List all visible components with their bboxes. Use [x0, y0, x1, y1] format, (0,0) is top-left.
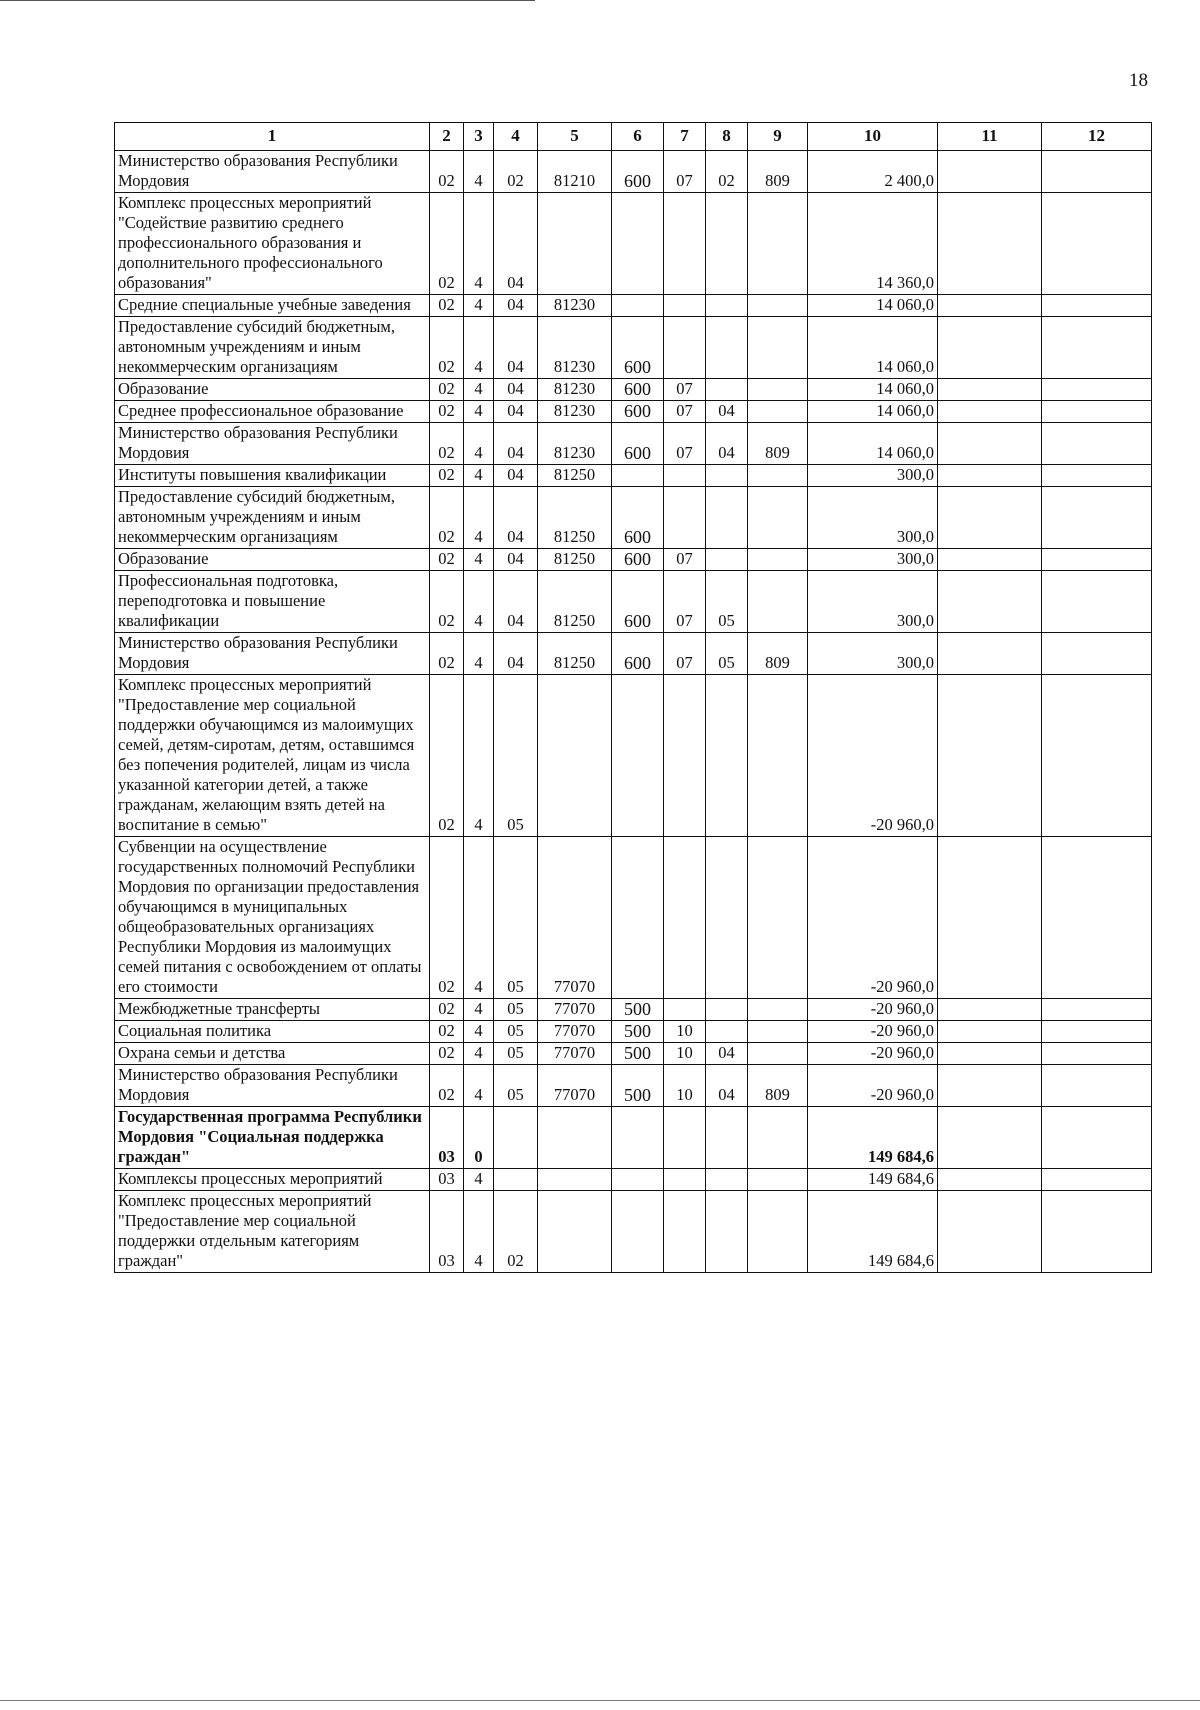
code-cell-c2: 02	[430, 151, 464, 193]
code-cell-c3: 4	[464, 675, 494, 837]
code-cell-c9	[748, 1169, 808, 1191]
code-cell-c12	[1042, 549, 1152, 571]
code-cell-c7	[664, 837, 706, 999]
code-cell-c6	[612, 465, 664, 487]
code-cell-c2: 02	[430, 193, 464, 295]
row-name-cell: Министерство образования Республики Мордовия	[115, 151, 430, 193]
code-cell-c11	[938, 487, 1042, 549]
code-cell-c3: 4	[464, 633, 494, 675]
code-cell-c3: 4	[464, 837, 494, 999]
code-cell-c7	[664, 193, 706, 295]
header-cell: 5	[538, 123, 612, 151]
code-cell-c6: 600	[612, 401, 664, 423]
code-cell-c8	[706, 837, 748, 999]
code-cell-c9	[748, 549, 808, 571]
code-cell-c12	[1042, 465, 1152, 487]
code-cell-c8	[706, 317, 748, 379]
code-cell-c12	[1042, 1191, 1152, 1273]
table-row	[115, 1107, 1152, 1169]
code-cell-c5: 77070	[538, 999, 612, 1021]
header-cell: 8	[706, 123, 748, 151]
code-cell-c5: 81250	[538, 465, 612, 487]
code-cell-c7	[664, 1169, 706, 1191]
row-name-cell: Комплекс процессных мероприятий "Содействие развитию среднего профессионального образования и дополнительного профессионального образования"	[115, 193, 430, 295]
table-row	[115, 999, 1152, 1021]
code-cell-c3: 4	[464, 1065, 494, 1107]
code-cell-c6	[612, 1169, 664, 1191]
amount-cell: -20 960,0	[808, 1065, 938, 1107]
header-cell: 10	[808, 123, 938, 151]
code-cell-c4: 02	[494, 1191, 538, 1273]
amount-cell: -20 960,0	[808, 1043, 938, 1065]
code-cell-c7: 07	[664, 633, 706, 675]
header-cell: 11	[938, 123, 1042, 151]
code-cell-c4: 05	[494, 675, 538, 837]
amount-cell: 149 684,6	[808, 1169, 938, 1191]
code-cell-c6: 600	[612, 487, 664, 549]
code-cell-c4: 04	[494, 549, 538, 571]
row-name-cell: Комплексы процессных мероприятий	[115, 1169, 430, 1191]
code-cell-c6: 500	[612, 1021, 664, 1043]
amount-cell: -20 960,0	[808, 837, 938, 999]
table-row	[115, 423, 1152, 465]
header-cell: 4	[494, 123, 538, 151]
code-cell-c5: 81210	[538, 151, 612, 193]
row-name-cell: Субвенции на осуществление государственных полномочий Республики Мордовия по организации предоставления обучающимся в муниципальных общеобразовательных организациях Республики Мордовия из малоимущих семей питания с освобождением от оплаты его стоимости	[115, 837, 430, 999]
code-cell-c2: 02	[430, 999, 464, 1021]
code-cell-c4: 04	[494, 465, 538, 487]
code-cell-c11	[938, 379, 1042, 401]
code-cell-c7: 07	[664, 151, 706, 193]
code-cell-c5: 81250	[538, 549, 612, 571]
code-cell-c6	[612, 837, 664, 999]
code-cell-c9	[748, 1191, 808, 1273]
code-cell-c8: 04	[706, 1065, 748, 1107]
code-cell-c3: 0	[464, 1107, 494, 1169]
code-cell-c9	[748, 571, 808, 633]
code-cell-c7: 07	[664, 571, 706, 633]
code-cell-c11	[938, 465, 1042, 487]
amount-cell: 149 684,6	[808, 1107, 938, 1169]
code-cell-c2: 02	[430, 837, 464, 999]
code-cell-c9	[748, 1107, 808, 1169]
row-name-cell: Среднее профессиональное образование	[115, 401, 430, 423]
row-name-cell: Комплекс процессных мероприятий "Предоставление мер социальной поддержки отдельным категориям граждан"	[115, 1191, 430, 1273]
code-cell-c7	[664, 465, 706, 487]
code-cell-c11	[938, 317, 1042, 379]
code-cell-c5	[538, 1107, 612, 1169]
code-cell-c3: 4	[464, 1191, 494, 1273]
code-cell-c9	[748, 675, 808, 837]
code-cell-c12	[1042, 193, 1152, 295]
code-cell-c9	[748, 1043, 808, 1065]
code-cell-c6: 600	[612, 633, 664, 675]
row-name-cell: Министерство образования Республики Мордовия	[115, 633, 430, 675]
code-cell-c7: 07	[664, 401, 706, 423]
code-cell-c8: 02	[706, 151, 748, 193]
code-cell-c8: 04	[706, 423, 748, 465]
code-cell-c7: 07	[664, 423, 706, 465]
code-cell-c7: 07	[664, 549, 706, 571]
code-cell-c5: 77070	[538, 837, 612, 999]
row-name-cell: Профессиональная подготовка, переподготовка и повышение квалификации	[115, 571, 430, 633]
code-cell-c12	[1042, 1169, 1152, 1191]
code-cell-c3: 4	[464, 549, 494, 571]
code-cell-c6: 500	[612, 1043, 664, 1065]
code-cell-c11	[938, 633, 1042, 675]
code-cell-c4: 05	[494, 999, 538, 1021]
code-cell-c2: 03	[430, 1191, 464, 1273]
code-cell-c8	[706, 549, 748, 571]
code-cell-c4: 05	[494, 837, 538, 999]
code-cell-c3: 4	[464, 465, 494, 487]
code-cell-c12	[1042, 317, 1152, 379]
code-cell-c9	[748, 401, 808, 423]
code-cell-c8	[706, 295, 748, 317]
code-cell-c9	[748, 193, 808, 295]
code-cell-c6	[612, 193, 664, 295]
table-row	[115, 401, 1152, 423]
code-cell-c11	[938, 1169, 1042, 1191]
code-cell-c2: 02	[430, 571, 464, 633]
code-cell-c6	[612, 1107, 664, 1169]
row-name-cell: Предоставление субсидий бюджетным, автономным учреждениям и иным некоммерческим организациям	[115, 317, 430, 379]
code-cell-c7	[664, 999, 706, 1021]
code-cell-c9	[748, 837, 808, 999]
amount-cell: 300,0	[808, 487, 938, 549]
code-cell-c12	[1042, 401, 1152, 423]
header-cell: 12	[1042, 123, 1152, 151]
amount-cell: 300,0	[808, 571, 938, 633]
budget-table	[114, 122, 1152, 1273]
code-cell-c12	[1042, 1021, 1152, 1043]
table-row	[115, 571, 1152, 633]
code-cell-c12	[1042, 571, 1152, 633]
code-cell-c4: 04	[494, 571, 538, 633]
code-cell-c7: 10	[664, 1021, 706, 1043]
top-rule	[0, 0, 535, 1]
row-name-cell: Образование	[115, 549, 430, 571]
amount-cell: 300,0	[808, 549, 938, 571]
code-cell-c9	[748, 379, 808, 401]
amount-cell: 2 400,0	[808, 151, 938, 193]
amount-cell: -20 960,0	[808, 675, 938, 837]
code-cell-c2: 02	[430, 1065, 464, 1107]
code-cell-c9	[748, 465, 808, 487]
code-cell-c11	[938, 423, 1042, 465]
code-cell-c11	[938, 1021, 1042, 1043]
code-cell-c12	[1042, 151, 1152, 193]
code-cell-c5: 81230	[538, 401, 612, 423]
header-cell: 9	[748, 123, 808, 151]
code-cell-c2: 02	[430, 549, 464, 571]
code-cell-c8: 04	[706, 401, 748, 423]
code-cell-c2: 02	[430, 295, 464, 317]
code-cell-c5: 81230	[538, 295, 612, 317]
code-cell-c4: 04	[494, 295, 538, 317]
table-row	[115, 1065, 1152, 1107]
table-row	[115, 1169, 1152, 1191]
code-cell-c11	[938, 675, 1042, 837]
code-cell-c11	[938, 571, 1042, 633]
code-cell-c4: 05	[494, 1021, 538, 1043]
code-cell-c7	[664, 487, 706, 549]
row-name-cell: Охрана семьи и детства	[115, 1043, 430, 1065]
row-name-cell: Образование	[115, 379, 430, 401]
code-cell-c12	[1042, 1043, 1152, 1065]
code-cell-c4: 04	[494, 423, 538, 465]
header-cell: 6	[612, 123, 664, 151]
table-row	[115, 1043, 1152, 1065]
code-cell-c12	[1042, 487, 1152, 549]
code-cell-c8	[706, 999, 748, 1021]
code-cell-c6: 600	[612, 549, 664, 571]
code-cell-c4: 04	[494, 633, 538, 675]
code-cell-c8	[706, 193, 748, 295]
code-cell-c9	[748, 317, 808, 379]
code-cell-c8	[706, 1191, 748, 1273]
row-name-cell: Комплекс процессных мероприятий "Предоставление мер социальной поддержки обучающимся из малоимущих семей, детям-сиротам, детям, оставшимся без попечения родителей, лицам из числа указанной категории детей, а также гражданам, желающим взять детей на воспитание в семью"	[115, 675, 430, 837]
code-cell-c2: 02	[430, 633, 464, 675]
code-cell-c3: 4	[464, 295, 494, 317]
row-name-cell: Социальная политика	[115, 1021, 430, 1043]
code-cell-c9: 809	[748, 1065, 808, 1107]
code-cell-c9	[748, 999, 808, 1021]
code-cell-c4: 05	[494, 1043, 538, 1065]
code-cell-c4: 02	[494, 151, 538, 193]
code-cell-c5: 81250	[538, 487, 612, 549]
row-name-cell: Государственная программа Республики Мордовия "Социальная поддержка граждан"	[115, 1107, 430, 1169]
row-name-cell: Межбюджетные трансферты	[115, 999, 430, 1021]
code-cell-c6: 600	[612, 571, 664, 633]
table-body	[115, 151, 1152, 1273]
header-cell: 1	[115, 123, 430, 151]
code-cell-c2: 02	[430, 675, 464, 837]
code-cell-c9	[748, 1021, 808, 1043]
code-cell-c3: 4	[464, 1043, 494, 1065]
code-cell-c8: 05	[706, 571, 748, 633]
code-cell-c12	[1042, 1065, 1152, 1107]
code-cell-c3: 4	[464, 571, 494, 633]
amount-cell: -20 960,0	[808, 999, 938, 1021]
code-cell-c3: 4	[464, 1021, 494, 1043]
code-cell-c3: 4	[464, 193, 494, 295]
code-cell-c6: 500	[612, 1065, 664, 1107]
code-cell-c7	[664, 675, 706, 837]
code-cell-c8	[706, 1107, 748, 1169]
code-cell-c5	[538, 1191, 612, 1273]
code-cell-c9	[748, 295, 808, 317]
code-cell-c2: 03	[430, 1107, 464, 1169]
header-cell: 2	[430, 123, 464, 151]
code-cell-c8	[706, 379, 748, 401]
amount-cell: 149 684,6	[808, 1191, 938, 1273]
code-cell-c9	[748, 487, 808, 549]
code-cell-c2: 02	[430, 1043, 464, 1065]
code-cell-c11	[938, 151, 1042, 193]
code-cell-c6	[612, 1191, 664, 1273]
amount-cell: 14 060,0	[808, 379, 938, 401]
code-cell-c7: 10	[664, 1043, 706, 1065]
code-cell-c8	[706, 465, 748, 487]
code-cell-c7	[664, 317, 706, 379]
code-cell-c2: 02	[430, 465, 464, 487]
code-cell-c12	[1042, 423, 1152, 465]
code-cell-c4: 04	[494, 193, 538, 295]
row-name-cell: Институты повышения квалификации	[115, 465, 430, 487]
code-cell-c3: 4	[464, 1169, 494, 1191]
code-cell-c5	[538, 193, 612, 295]
table-row	[115, 295, 1152, 317]
table-row	[115, 151, 1152, 193]
code-cell-c2: 02	[430, 487, 464, 549]
code-cell-c6: 600	[612, 423, 664, 465]
code-cell-c3: 4	[464, 151, 494, 193]
code-cell-c11	[938, 549, 1042, 571]
code-cell-c7	[664, 295, 706, 317]
code-cell-c3: 4	[464, 379, 494, 401]
amount-cell: 14 060,0	[808, 401, 938, 423]
code-cell-c9: 809	[748, 423, 808, 465]
code-cell-c2: 02	[430, 401, 464, 423]
code-cell-c8	[706, 1169, 748, 1191]
code-cell-c2: 02	[430, 317, 464, 379]
amount-cell: 300,0	[808, 633, 938, 675]
code-cell-c7	[664, 1191, 706, 1273]
code-cell-c7: 10	[664, 1065, 706, 1107]
page-number: 18	[1129, 70, 1148, 91]
table-row	[115, 379, 1152, 401]
row-name-cell: Министерство образования Республики Мордовия	[115, 1065, 430, 1107]
code-cell-c8	[706, 675, 748, 837]
header-cell: 7	[664, 123, 706, 151]
code-cell-c5: 81250	[538, 633, 612, 675]
code-cell-c11	[938, 401, 1042, 423]
code-cell-c8	[706, 1021, 748, 1043]
code-cell-c11	[938, 1191, 1042, 1273]
code-cell-c8: 05	[706, 633, 748, 675]
table-row	[115, 633, 1152, 675]
code-cell-c5: 77070	[538, 1043, 612, 1065]
code-cell-c5	[538, 675, 612, 837]
table-row	[115, 837, 1152, 999]
code-cell-c3: 4	[464, 317, 494, 379]
row-name-cell: Министерство образования Республики Мордовия	[115, 423, 430, 465]
code-cell-c11	[938, 999, 1042, 1021]
header-cell: 3	[464, 123, 494, 151]
row-name-cell: Предоставление субсидий бюджетным, автономным учреждениям и иным некоммерческим организациям	[115, 487, 430, 549]
table-row	[115, 675, 1152, 837]
row-name-cell: Средние специальные учебные заведения	[115, 295, 430, 317]
code-cell-c7	[664, 1107, 706, 1169]
amount-cell: 14 060,0	[808, 317, 938, 379]
code-cell-c5: 77070	[538, 1021, 612, 1043]
code-cell-c2: 03	[430, 1169, 464, 1191]
code-cell-c12	[1042, 837, 1152, 999]
code-cell-c11	[938, 295, 1042, 317]
code-cell-c3: 4	[464, 487, 494, 549]
code-cell-c5: 81230	[538, 423, 612, 465]
code-cell-c4	[494, 1107, 538, 1169]
code-cell-c12	[1042, 633, 1152, 675]
code-cell-c3: 4	[464, 999, 494, 1021]
table-row	[115, 317, 1152, 379]
code-cell-c5: 81230	[538, 317, 612, 379]
code-cell-c4: 04	[494, 379, 538, 401]
amount-cell: 300,0	[808, 465, 938, 487]
code-cell-c11	[938, 193, 1042, 295]
code-cell-c12	[1042, 1107, 1152, 1169]
table-row	[115, 465, 1152, 487]
code-cell-c5: 81250	[538, 571, 612, 633]
code-cell-c6	[612, 675, 664, 837]
code-cell-c12	[1042, 379, 1152, 401]
code-cell-c5: 81230	[538, 379, 612, 401]
code-cell-c4: 05	[494, 1065, 538, 1107]
code-cell-c12	[1042, 295, 1152, 317]
code-cell-c3: 4	[464, 423, 494, 465]
code-cell-c6: 600	[612, 379, 664, 401]
code-cell-c12	[1042, 675, 1152, 837]
code-cell-c2: 02	[430, 379, 464, 401]
table-row	[115, 487, 1152, 549]
table-row	[115, 1021, 1152, 1043]
code-cell-c11	[938, 1107, 1042, 1169]
code-cell-c4	[494, 1169, 538, 1191]
amount-cell: 14 360,0	[808, 193, 938, 295]
code-cell-c2: 02	[430, 1021, 464, 1043]
code-cell-c6	[612, 295, 664, 317]
code-cell-c8	[706, 487, 748, 549]
code-cell-c4: 04	[494, 401, 538, 423]
amount-cell: 14 060,0	[808, 295, 938, 317]
code-cell-c6: 600	[612, 151, 664, 193]
code-cell-c3: 4	[464, 401, 494, 423]
code-cell-c5	[538, 1169, 612, 1191]
amount-cell: 14 060,0	[808, 423, 938, 465]
code-cell-c11	[938, 837, 1042, 999]
code-cell-c7: 07	[664, 379, 706, 401]
amount-cell: -20 960,0	[808, 1021, 938, 1043]
code-cell-c8: 04	[706, 1043, 748, 1065]
header-row	[115, 123, 1152, 151]
code-cell-c12	[1042, 999, 1152, 1021]
table-row	[115, 1191, 1152, 1273]
code-cell-c9: 809	[748, 633, 808, 675]
code-cell-c6: 600	[612, 317, 664, 379]
code-cell-c5: 77070	[538, 1065, 612, 1107]
table-row	[115, 549, 1152, 571]
code-cell-c2: 02	[430, 423, 464, 465]
table-row	[115, 193, 1152, 295]
code-cell-c9: 809	[748, 151, 808, 193]
code-cell-c6: 500	[612, 999, 664, 1021]
bottom-rule	[0, 1700, 1200, 1701]
code-cell-c11	[938, 1065, 1042, 1107]
code-cell-c4: 04	[494, 487, 538, 549]
code-cell-c4: 04	[494, 317, 538, 379]
code-cell-c11	[938, 1043, 1042, 1065]
